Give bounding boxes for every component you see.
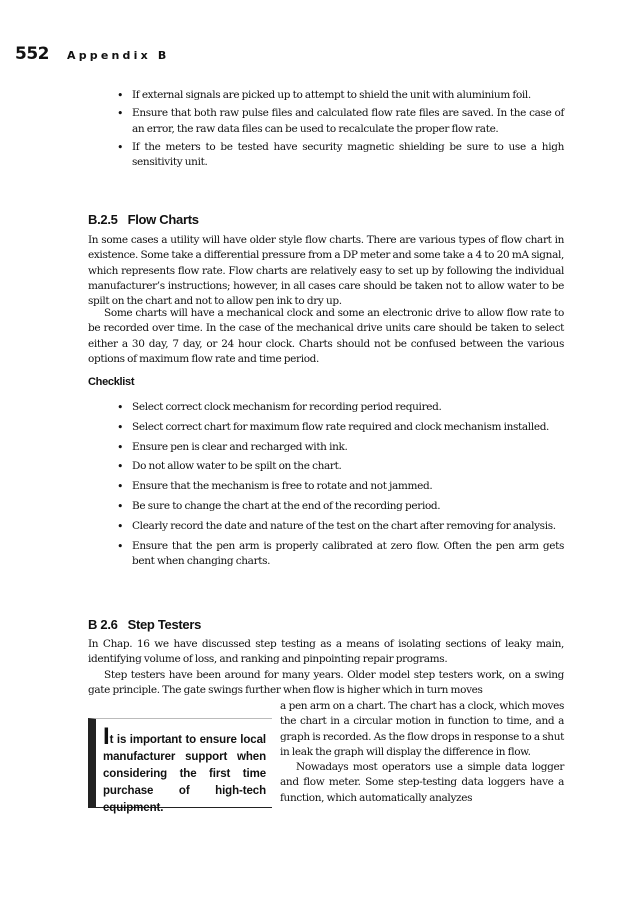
list-item: • Be sure to change the chart at the end of the recording period. [117,499,564,514]
page-header [15,44,170,64]
list-item: • If the meters to be tested have security magnetic shielding be sure to use a high sensitivity unit. [117,140,564,171]
checklist-heading: Checklist [88,376,135,388]
margin-callout [88,718,272,814]
callout-text: t is important to ensure local manufacturer support when considering the first time purchase of high-tech equipment. [103,734,266,814]
list-item: • Ensure that both raw pulse files and calculated flow rate files are saved. In the case of an error, the raw data files can be used to recalculate the proper flow rate. [117,106,564,137]
callout-dropcap: I [103,723,110,750]
list-item: • Ensure that the mechanism is free to rotate and not jammed. [117,479,564,494]
page-number: 552 [15,44,49,64]
list-item: • Ensure that the pen arm is properly calibrated at zero flow. Often the pen arm gets bent when changing charts. [117,539,564,570]
list-item: • Select correct chart for maximum flow rate required and clock mechanism installed. [117,420,564,435]
paragraph: Step testers have been around for many years. Older model step testers work, on a swing gate principle. The gate swings further when flow is higher which in turn moves [88,669,564,697]
paragraph: In Chap. 16 we have discussed step testing as a means of isolating sections of leaky main, identifying volume of loss, and ranking and pinpointing repair programs. [88,638,564,666]
paragraph: a pen arm on a chart. The chart has a clock, which moves the chart in a circular motion in function to time, and a graph is recorded. As the flow drops in response to a shut in leak the graph will display the difference in flow. [280,700,564,758]
list-item: • If external signals are picked up to attempt to shield the unit with aluminium foil. [117,88,564,103]
list-item: • Do not allow water to be spilt on the chart. [117,459,564,474]
running-title: Appendix B [67,49,170,62]
list-item: • Select correct clock mechanism for recording period required. [117,400,564,415]
section-heading-flow-charts [88,212,199,227]
list-item: • Clearly record the date and nature of the test on the chart after removing for analysis. [117,519,564,534]
section-title: Step Testers [127,617,202,632]
section-heading-step-testers [88,617,201,632]
section-number: B.2.5 [88,212,118,227]
paragraph: Some charts will have a mechanical clock and some an electronic drive to allow flow rate to be recorded over time. In the case of the mechanical drive units care should be taken to select either a 30 day, 7 day, or 24 hour clock. Charts should not be confused between the various options of maximum flow rate and time period. [88,307,564,365]
section-title: Flow Charts [127,212,199,227]
paragraph: Nowadays most operators use a simple data logger and flow meter. Some step-testing data loggers have a function, which automatically analyzes [280,761,564,804]
wrapped-text-column [280,699,564,806]
section-number: B 2.6 [88,617,118,632]
list-item: • Ensure pen is clear and recharged with ink. [117,440,564,455]
paragraph: In some cases a utility will have older style flow charts. There are various types of flow chart in existence. Some take a differential pressure from a DP meter and some take a 4 to 20 mA signal, which represents flow rate. Flow charts are relatively easy to set up by following the individual manufacturer’s instructions; however, in all cases care should be taken not to allow water to be spilt on the chart and not to allow pen ink to dry up. [88,234,564,308]
checklist [117,400,564,574]
bullet-list-top [117,88,564,173]
